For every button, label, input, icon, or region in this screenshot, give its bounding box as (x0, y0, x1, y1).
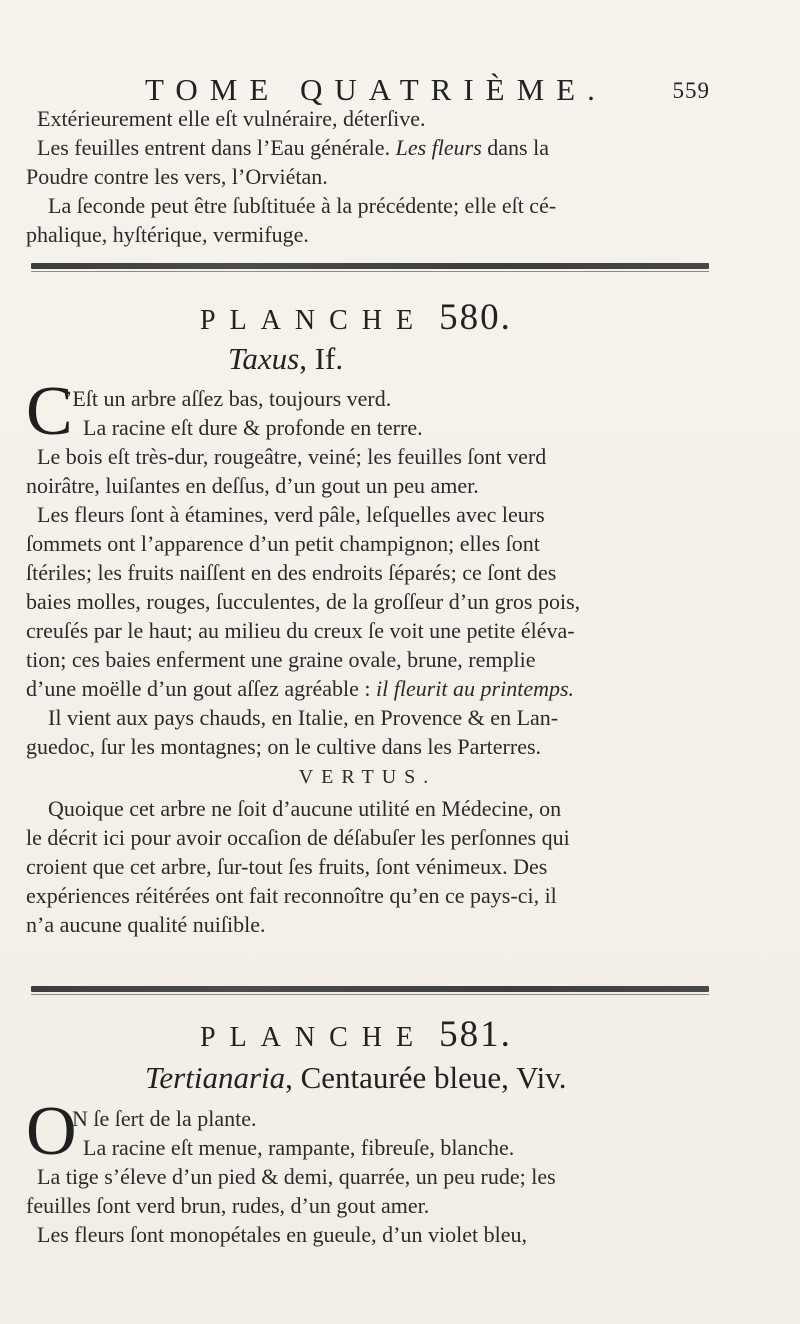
planche-580-name (228, 341, 343, 377)
text-line: Extérieurement elle eſt vulnéraire, déterſive. (37, 106, 426, 131)
text-line: La racine eſt menue, rampante, fibreuſe, blanche. (83, 1135, 515, 1160)
text-line: ſtériles; les fruits naiſſent en des endroits ſéparés; ce ſont des (26, 560, 557, 585)
common-name: , If. (299, 341, 344, 376)
running-title: TOME QUATRIÈME. (145, 72, 607, 107)
planche-number: 580. (439, 297, 512, 338)
planche-number: 581. (439, 1014, 512, 1055)
text-line: La ſeconde peut être ſubſtituée à la précédente; elle eſt cé- (48, 193, 557, 218)
text-line: tion; ces baies enferment une graine ovale, brune, remplie (26, 647, 536, 672)
text-span: Les feuilles entrent dans l’Eau générale. (37, 135, 391, 160)
drop-cap: C (26, 373, 73, 450)
text-span-italic: Les fleurs (395, 135, 482, 160)
planche-580-body (26, 373, 709, 939)
text-line (26, 674, 709, 703)
page-number: 559 (672, 78, 710, 103)
text-line: baies molles, rouges, ſucculentes, de la groſſeur d’un gros pois, (26, 589, 581, 614)
text-span: d’une moëlle d’un gout aſſez agréable : (26, 676, 371, 701)
intro-text (26, 104, 709, 249)
planche-581-heading (200, 1013, 512, 1056)
drop-cap: O (26, 1093, 77, 1170)
vertus-heading: VERTUS. (298, 766, 437, 788)
text-line: Les fleurs ſont à étamines, verd pâle, leſquelles avec leurs (37, 502, 545, 527)
text-line: creuſés par le haut; au milieu du creux ſe voit une petite éléva- (26, 618, 575, 643)
text-span: dans la (487, 135, 549, 160)
text-line: noirâtre, luiſantes en deſſus, d’un gout un peu amer. (26, 473, 479, 498)
text-span: N ſe ſert de la plante. (72, 1106, 257, 1131)
section-rule (31, 263, 709, 269)
text-span: ’Eſt un arbre aſſez bas, toujours verd. (65, 386, 392, 411)
latin-name-italic: Taxus (228, 341, 300, 376)
text-line (26, 133, 709, 162)
text-line: Il vient aux pays chauds, en Italie, en Provence & en Lan- (48, 705, 559, 730)
common-name: , Centaurée bleue, Viv. (285, 1060, 567, 1095)
text-line: Quoique cet arbre ne ſoit d’aucune utilité en Médecine, on (48, 796, 562, 821)
text-line: Poudre contre les vers, l’Orviétan. (26, 164, 328, 189)
section-rule (31, 986, 709, 992)
planche-label: PLANCHE (200, 1022, 428, 1053)
planche-581-body (26, 1093, 709, 1249)
text-line: feuilles ſont verd brun, rudes, d’un gout amer. (26, 1193, 430, 1218)
text-line: Les fleurs ſont monopétales en gueule, d’un violet bleu, (37, 1222, 527, 1247)
text-line: phalique, hyſtérique, vermifuge. (26, 222, 309, 247)
planche-580-heading (200, 296, 512, 339)
planche-label: PLANCHE (200, 305, 428, 336)
latin-name-italic: Tertianaria (145, 1060, 286, 1095)
text-line: La racine eſt dure & profonde en terre. (83, 415, 423, 440)
text-line: n’a aucune qualité nuiſible. (26, 912, 266, 937)
text-line: Le bois eſt très-dur, rougeâtre, veiné; les feuilles ſont verd (37, 444, 547, 469)
text-line: croient que cet arbre, ſur-tout ſes fruits, ſont vénimeux. Des (26, 854, 548, 879)
text-line: expériences réitérées ont fait reconnoître qu’en ce pays-ci, il (26, 883, 557, 908)
text-line: guedoc, ſur les montagnes; on le cultive dans les Parterres. (26, 734, 542, 759)
text-line: ſommets ont l’apparence d’un petit champignon; elles ſont (26, 531, 540, 556)
text-line: le décrit ici pour avoir occaſion de déſabuſer les perſonnes qui (26, 825, 570, 850)
text-span-italic: il fleurit au printemps. (376, 676, 575, 701)
text-line: La tige s’éleve d’un pied & demi, quarrée, un peu rude; les (37, 1164, 556, 1189)
planche-581-name (145, 1060, 566, 1096)
